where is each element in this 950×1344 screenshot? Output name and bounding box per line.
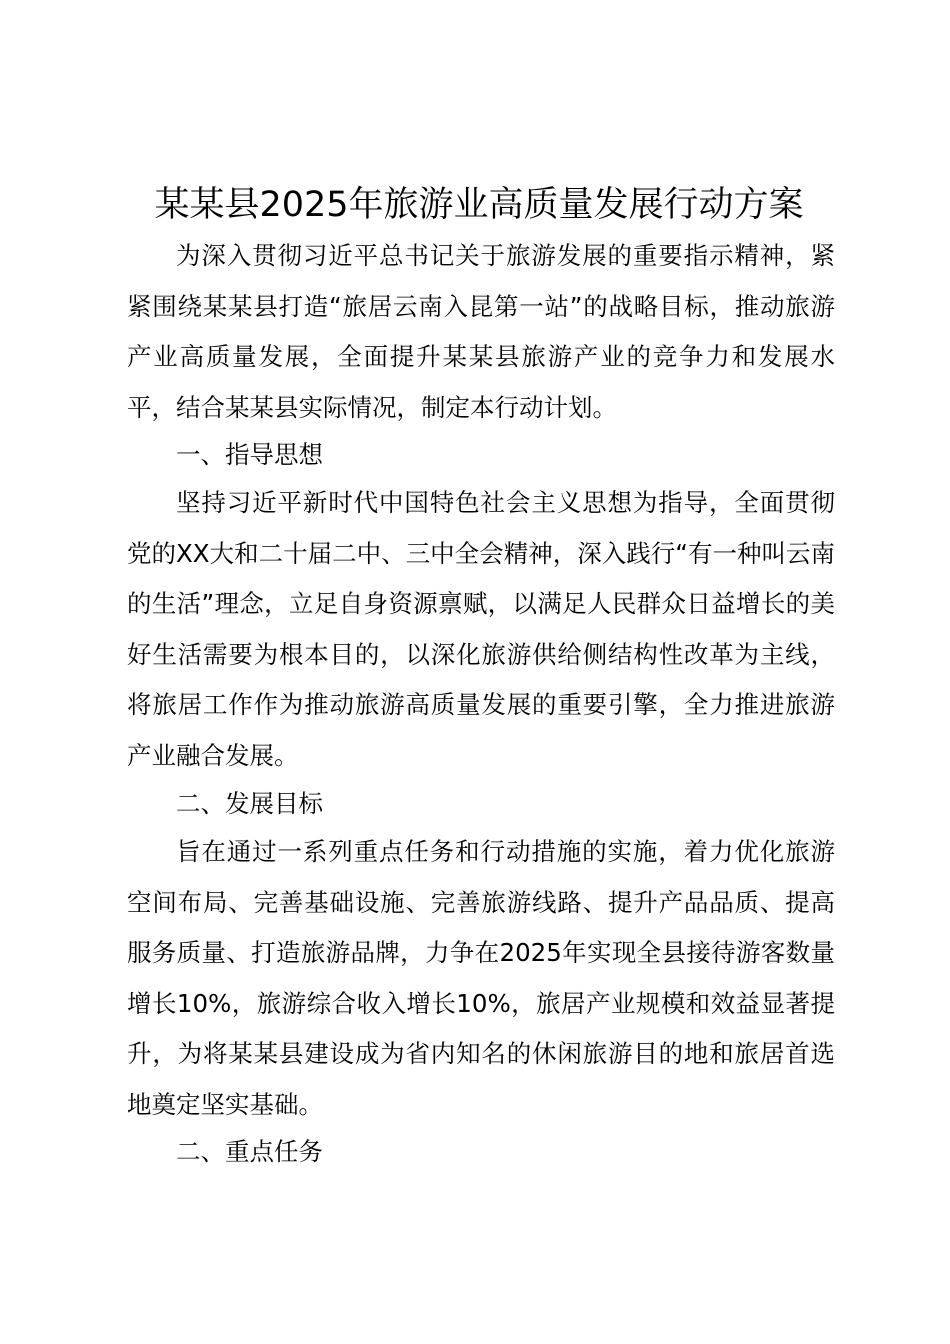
section-heading-guiding-ideology: 一、指导思想 <box>176 440 323 469</box>
section-heading-key-tasks: 二、重点任务 <box>176 1137 323 1166</box>
document-title: 某某县2025年旅游业高质量发展行动方案 <box>154 185 804 225</box>
intro-paragraph: 为深入贯彻习近平总书记关于旅游发展的重要指示精神，紧紧围绕某某县打造“旅居云南入昆第一站”的战略目标，推动旅游产业高质量发展，全面提升某某县旅游产业的竞争力和发展水平，结合某某县实际情况，制定本行动计划。 <box>127 241 835 422</box>
section-body-development-goals: 旨在通过一系列重点任务和行动措施的实施，着力优化旅游空间布局、完善基础设施、完善旅游线路、提升产品品质、提高服务质量、打造旅游品牌，力争在2025年实现全县接待游客数量增长10%，旅游综合收入增长10%，旅居产业规模和效益显著提升，为将某某县建设成为省内知名的休闲旅游目的地和旅居首选地奠定坚实基础。 <box>127 837 835 1119</box>
section-body-guiding-ideology: 坚持习近平新时代中国特色社会主义思想为指导，全面贯彻党的XX大和二十届二中、三中全会精神，深入践行“有一种叫云南的生活”理念，立足自身资源禀赋，以满足人民群众日益增长的美好生活需要为根本目的，以深化旅游供给侧结构性改革为主线，将旅居工作作为推动旅游高质量发展的重要引擎，全力推进旅游产业融合发展。 <box>127 488 835 770</box>
section-heading-development-goals: 二、发展目标 <box>176 789 323 818</box>
